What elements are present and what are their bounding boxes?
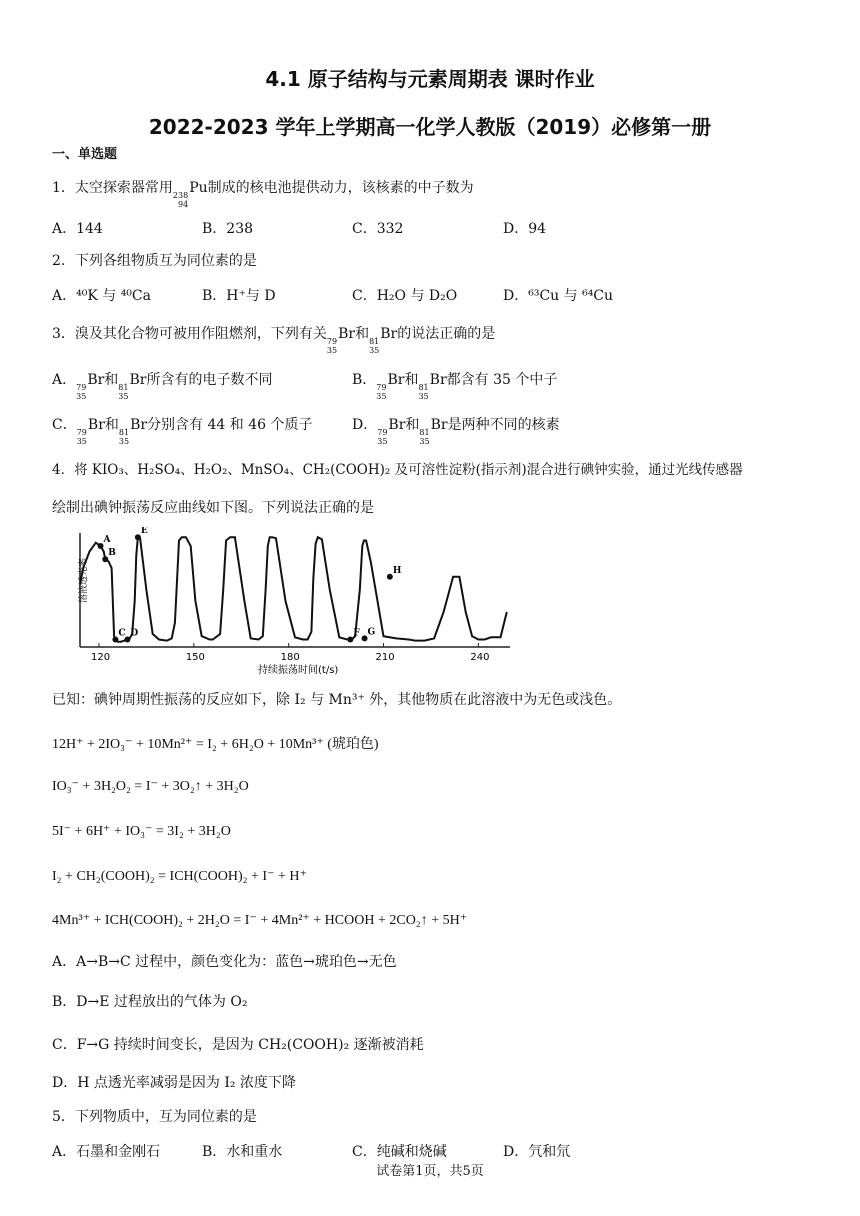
question-2-stem: 2．下列各组物质互为同位素的是: [52, 253, 257, 269]
q4-option-c[interactable]: C．F→G 持续时间变长，是因为 CH₂(COOH)₂ 逐渐被消耗: [52, 1037, 424, 1053]
q1-option-a[interactable]: A．144: [52, 221, 103, 237]
q3-a-text: 所含有的电子数不同: [146, 372, 273, 388]
point-label-E: E: [140, 527, 148, 537]
q2-option-b[interactable]: B．H⁺与 D: [202, 288, 276, 304]
equation-2: IO₃⁻ + 3H₂O₂ = I⁻ + 3O₂↑ + 3H₂O: [52, 779, 249, 794]
pu-symbol: Pu: [189, 180, 208, 196]
question-5-stem: 5．下列物质中，互为同位素的是: [52, 1109, 257, 1125]
q3a-br81-sym: Br: [129, 372, 147, 388]
question-3-stem: [52, 324, 495, 355]
q3a-br79-sym: Br: [87, 372, 105, 388]
q3c-br79-sym: Br: [87, 417, 105, 433]
q3c-br81-numbers: [119, 428, 129, 446]
equation-3: 5I⁻ + 6H⁺ + IO₃⁻ = 3I₂ + 3H₂O: [52, 824, 231, 839]
q1-option-c[interactable]: C．332: [352, 221, 404, 237]
q3a-br81-z: 35: [118, 392, 129, 401]
title-line-1: 4.1 原子结构与元素周期表 课时作业: [265, 67, 595, 91]
x-axis-label: 持续振荡时间(t/s): [258, 665, 339, 676]
x-tick-label-120: 120: [90, 652, 111, 663]
q5-option-c[interactable]: C．纯碱和烧碱: [352, 1144, 447, 1160]
q3c-br81-sym: Br: [130, 417, 148, 433]
pu-atomic-number: 94: [178, 200, 189, 209]
q4-option-a[interactable]: A．A→B→C 过程中，颜色变化为：蓝色→琥珀色→无色: [52, 954, 397, 970]
q3b-br81-mass: 81: [418, 383, 429, 392]
br81-symbol: Br: [380, 326, 398, 342]
q3-d-label: D．: [352, 417, 378, 433]
q3-and: 和: [355, 326, 370, 342]
q3-suffix: 的说法正确的是: [397, 326, 496, 342]
q3-prefix: 3．溴及其化合物可被用作阻燃剂，下列有关: [52, 326, 327, 342]
q3b-br79-mass: 79: [376, 383, 387, 392]
q3a-br79-z: 35: [76, 392, 87, 401]
q4-option-b[interactable]: B．D→E 过程放出的气体为 O₂: [52, 994, 248, 1010]
br81-z: 35: [369, 346, 380, 355]
q1-prefix: 1．太空探索器常用: [52, 180, 173, 196]
q3a-br79-numbers: [76, 383, 86, 401]
q5-option-d[interactable]: D．氕和氘: [503, 1144, 571, 1160]
q3a-br81-numbers: [118, 383, 128, 401]
x-tick-label-210: 210: [375, 652, 395, 663]
q3d-br79-sym: Br: [388, 417, 406, 433]
q3d-br81-numbers: [419, 428, 429, 446]
q3-d-text: 是两种不同的核素: [447, 417, 560, 433]
q1-option-b[interactable]: B．238: [202, 221, 254, 237]
q3-option-b[interactable]: [352, 370, 557, 401]
x-tick-label-150: 150: [185, 652, 205, 663]
q4-known-condition: 已知：碘钟周期性振荡的反应如下，除 I₂ 与 Mn³⁺ 外，其他物质在此溶液中为无色或浅色。: [52, 692, 622, 708]
q5-option-b[interactable]: B．水和重水: [202, 1144, 283, 1160]
pu-mass-number: 238: [172, 191, 189, 200]
equation-5: 4Mn³⁺ + ICH(COOH)₂ + 2H₂O = I⁻ + 4Mn²⁺ + HCOOH + 2CO₂↑ + 5H⁺: [52, 913, 468, 928]
q3c-br79-mass: 79: [76, 428, 87, 437]
q3d-br81-mass: 81: [419, 428, 430, 437]
q3-option-d[interactable]: [352, 415, 560, 446]
section-heading: 一、单选题: [52, 147, 118, 162]
q3-option-c[interactable]: [52, 415, 313, 446]
x-tick-label-180: 180: [280, 652, 300, 663]
q3d-br79-mass: 79: [377, 428, 388, 437]
equation-4: I₂ + CH₂(COOH)₂ = ICH(COOH)₂ + I⁻ + H⁺: [52, 869, 307, 884]
q3b-br79-sym: Br: [387, 372, 405, 388]
page-footer: 试卷第1页，共5页: [376, 1164, 484, 1179]
q3-c-text: 分别含有 44 和 46 个质子: [147, 417, 313, 433]
q3c-br81-z: 35: [118, 437, 130, 446]
br81-numbers: [369, 337, 379, 355]
q3d-br81-z: 35: [419, 437, 430, 446]
q2-option-d[interactable]: D．⁶³Cu 与 ⁶⁴Cu: [503, 288, 614, 304]
q3b-br81-z: 35: [418, 392, 429, 401]
question-4-stem-line-1: 4．将 KIO₃、H₂SO₄、H₂O₂、MnSO₄、CH₂(COOH)₂ 及可溶性淀粉(指示剂)混合进行碘钟实验，通过光线传感器: [52, 462, 743, 478]
q3d-br79-numbers: [377, 428, 387, 446]
x-tick-label-240: 240: [470, 652, 490, 663]
q3a-and: 和: [104, 372, 119, 388]
q3d-br79-z: 35: [377, 437, 388, 446]
point-label-G: G: [367, 627, 376, 638]
point-label-B: B: [108, 548, 116, 559]
q3a-br79-mass: 79: [76, 383, 87, 392]
iodine-clock-chart: [48, 527, 518, 677]
q3-option-a[interactable]: [52, 370, 272, 401]
q1-option-d[interactable]: D．94: [503, 221, 547, 237]
point-label-H: H: [392, 565, 402, 576]
q3b-br79-numbers: [376, 383, 386, 401]
point-label-A: A: [103, 535, 111, 545]
q3-b-text: 都含有 35 个中子: [446, 372, 558, 388]
q3c-br79-z: 35: [76, 437, 87, 446]
point-label-F: F: [353, 628, 360, 639]
question-1-stem: [52, 178, 474, 209]
q3d-br81-sym: Br: [430, 417, 448, 433]
q3d-and: 和: [405, 417, 420, 433]
q3-b-label: B．: [352, 372, 377, 388]
br81-mass: 81: [369, 337, 380, 346]
q3-a-label: A．: [52, 372, 77, 388]
y-axis-label: 溶液透光率: [79, 557, 89, 603]
point-label-D: D: [130, 628, 139, 639]
q3b-br81-sym: Br: [429, 372, 447, 388]
q3b-and: 和: [404, 372, 419, 388]
q2-option-c[interactable]: C．H₂O 与 D₂O: [352, 288, 458, 304]
question-4-stem-line-2: 绘制出碘钟振荡反应曲线如下图。下列说法正确的是: [52, 500, 374, 516]
q3b-br81-numbers: [418, 383, 428, 401]
point-label-C: C: [118, 628, 126, 639]
q3b-br79-z: 35: [376, 392, 387, 401]
equation-1: 12H⁺ + 2IO₃⁻ + 10Mn²⁺ = I₂ + 6H₂O + 10Mn³⁺ (琥珀色): [52, 737, 379, 752]
q3-c-label: C．: [52, 417, 77, 433]
q3c-and: 和: [104, 417, 119, 433]
q3a-br81-mass: 81: [118, 383, 129, 392]
q4-option-d[interactable]: D．H 点透光率减弱是因为 I₂ 浓度下降: [52, 1075, 296, 1091]
br79-mass: 79: [326, 337, 338, 346]
pu-nuclide-numbers: [173, 191, 188, 209]
br79-symbol: Br: [338, 326, 356, 342]
q3c-br79-numbers: [77, 428, 87, 446]
br79-z: 35: [326, 346, 338, 355]
q2-option-a[interactable]: A．⁴⁰K 与 ⁴⁰Ca: [52, 288, 151, 304]
transmittance-curve: [80, 537, 507, 642]
q1-suffix: 制成的核电池提供动力，该核素的中子数为: [207, 180, 474, 196]
title-line-2: 2022-2023 学年上学期高一化学人教版（2019）必修第一册: [148, 115, 712, 139]
br79-numbers: [327, 337, 337, 355]
q5-option-a[interactable]: A．石墨和金刚石: [52, 1144, 161, 1160]
q3c-br81-mass: 81: [118, 428, 130, 437]
